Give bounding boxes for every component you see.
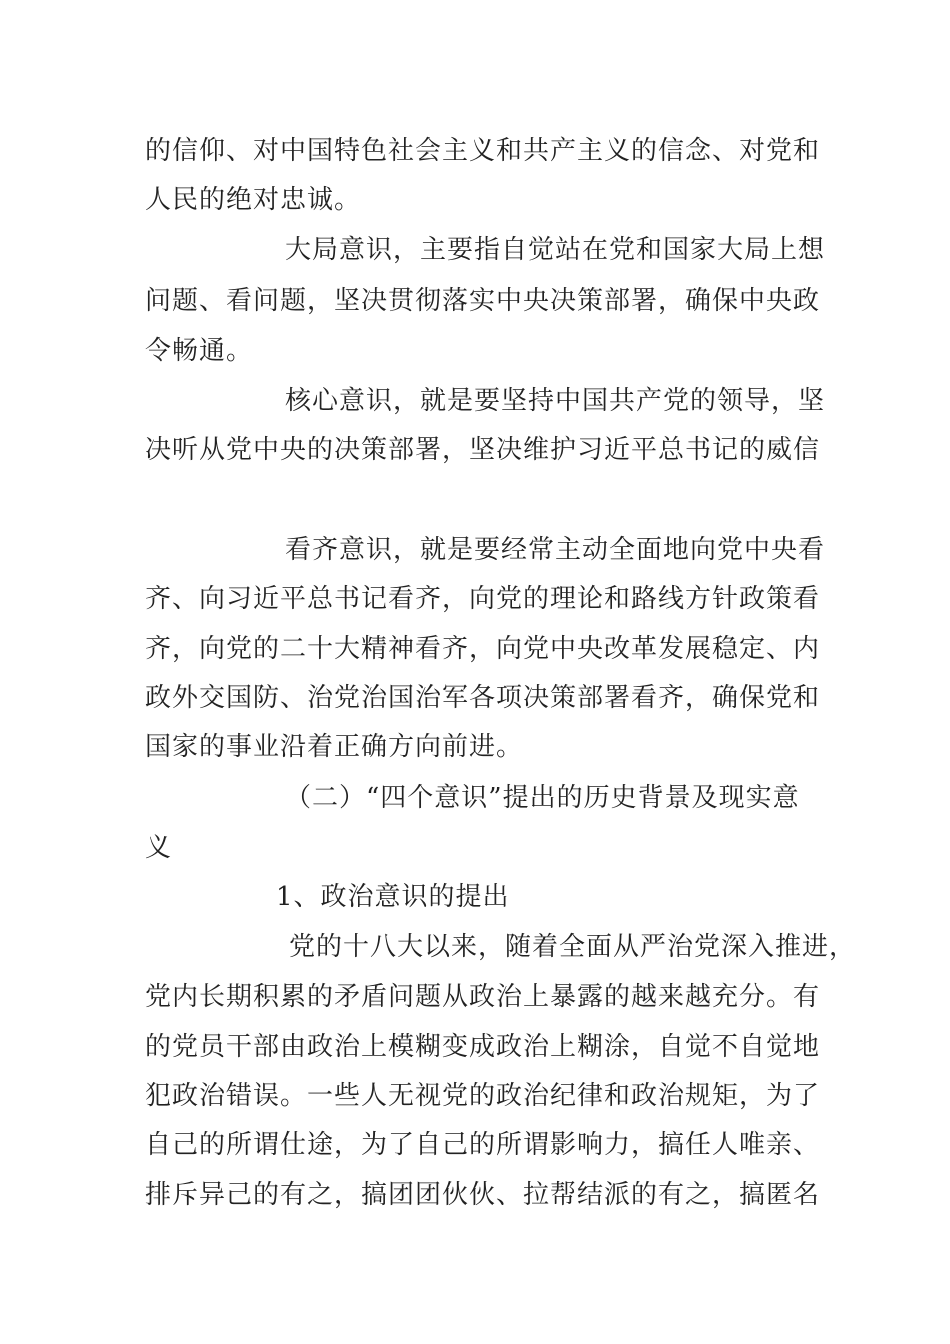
paragraph-body-line-2: 党内长期积累的矛盾问题从政治上暴露的越来越充分。有: [145, 982, 821, 1012]
paragraph-daju-line-2: 问题、看问题，坚决贯彻落实中央决策部署，确保中央政: [145, 286, 821, 316]
subheading-political-awareness: 1、政治意识的提出: [276, 882, 510, 912]
paragraph-body-line-4: 犯政治错误。一些人无视党的政治纪律和政治规矩，为了: [145, 1081, 821, 1111]
paragraph-kanqi-line-5: 国家的事业沿着正确方向前进。: [145, 732, 524, 762]
paragraph-hexin-line-1: 核心意识，就是要坚持中国共产党的领导，坚: [285, 386, 826, 416]
text-line-2: 人民的绝对忠诚。: [145, 185, 362, 215]
paragraph-kanqi-line-1: 看齐意识，就是要经常主动全面地向党中央看: [285, 535, 826, 565]
paragraph-body-line-6: 排斥异己的有之，搞团团伙伙、拉帮结派的有之，搞匿名: [145, 1180, 821, 1210]
paragraph-body-line-1: 党的十八大以来，随着全面从严治党深入推进，: [289, 932, 857, 962]
paragraph-kanqi-line-3: 齐，向党的二十大精神看齐，向党中央改革发展稳定、内: [145, 634, 821, 664]
text-line-1: 的信仰、对中国特色社会主义和共产主义的信念、对党和: [145, 136, 821, 166]
section-heading-line-1: （二）“四个意识”提出的历史背景及现实意: [285, 783, 800, 813]
paragraph-body-line-3: 的党员干部由政治上模糊变成政治上糊涂，自觉不自觉地: [145, 1032, 821, 1062]
paragraph-daju-line-3: 令畅通。: [145, 336, 254, 366]
paragraph-hexin-line-2: 决听从党中央的决策部署，坚决维护习近平总书记的威信: [145, 435, 821, 465]
paragraph-kanqi-line-4: 政外交国防、治党治国治军各项决策部署看齐，确保党和: [145, 683, 821, 713]
paragraph-body-line-5: 自己的所谓仕途，为了自己的所谓影响力，搞任人唯亲、: [145, 1130, 821, 1160]
paragraph-kanqi-line-2: 齐、向习近平总书记看齐，向党的理论和路线方针政策看: [145, 584, 821, 614]
paragraph-daju-line-1: 大局意识，主要指自觉站在党和国家大局上想: [285, 235, 826, 265]
section-heading-line-2: 义: [145, 833, 173, 863]
